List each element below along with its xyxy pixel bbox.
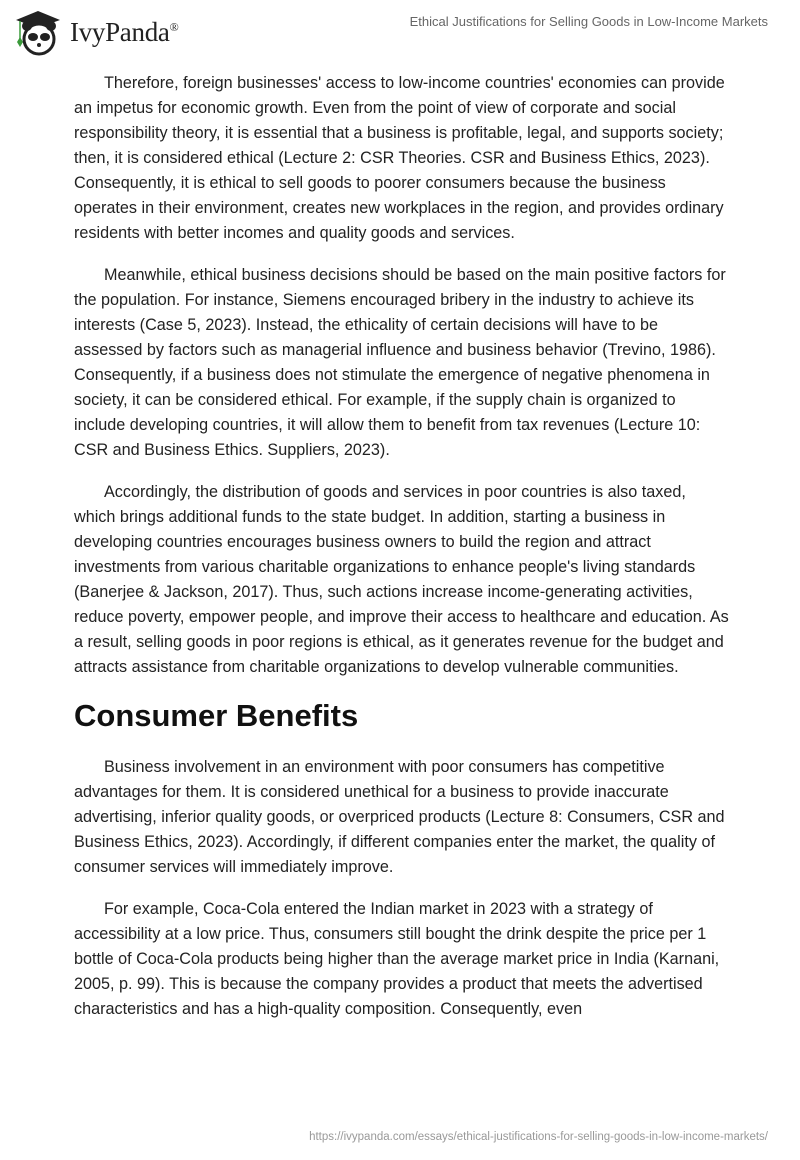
panda-graduate-icon xyxy=(12,8,64,56)
brand-name xyxy=(70,17,178,48)
section-heading: Consumer Benefits xyxy=(74,698,359,733)
document-title: Ethical Justifications for Selling Goods in Low-Income Markets xyxy=(409,14,768,29)
registered-mark: ® xyxy=(169,19,179,34)
paragraph: Business involvement in an environment with poor consumers has competitive advantages for them. It is considered unethical for a business to provide inaccurate advertising, inferior quality goods, or overpriced products (Lecture 8: Consumers, CSR and Business Ethics, 2023). Accordingly, if different companies enter the market, the quality of consumer services will immediately improve. xyxy=(74,758,725,876)
page-header xyxy=(0,0,800,60)
brand-text: IvyPanda xyxy=(70,16,170,47)
footer-url[interactable]: https://ivypanda.com/essays/ethical-justifications-for-selling-goods-in-low-income-markets/ xyxy=(309,1131,768,1143)
paragraph: For example, Coca-Cola entered the Indian market in 2023 with a strategy of accessibility at a low price. Thus, consumers still bought the drink despite the price per 1 bottle of Coca-Cola products being higher than the average market price in India (Karnani, 2005, p. 99). This is because the company provides a product that meets the advertised characteristics and has a high-quality composition. Consequently, even xyxy=(74,900,720,1018)
paragraph: Accordingly, the distribution of goods and services in poor countries is also taxed, which brings additional funds to the state budget. In addition, starting a business in developing countries encourages business owners to build the region and attract investments from various charitable organizations to enhance people's living standards (Banerjee & Jackson, 2017). Thus, such actions increase income-generating activities, reduce poverty, empower people, and improve their access to healthcare and education. As a result, selling goods in poor regions is ethical, as it generates revenue for the budget and attracts assistance from charitable organizations to develop vulnerable communities. xyxy=(74,483,729,676)
paragraph: Meanwhile, ethical business decisions should be based on the main positive factors for the population. For instance, Siemens encouraged bribery in the industry to achieve its interests (Case 5, 2023). Instead, the ethicality of certain decisions will have to be assessed by factors such as managerial influence and business behavior (Trevino, 1986). Consequently, if a business does not stimulate the emergence of negative phenomena in society, it can be considered ethical. For example, if the supply chain is organized to include developing countries, it will allow them to benefit from tax revenues (Lecture 10: CSR and Business Ethics. Suppliers, 2023). xyxy=(74,266,726,459)
paragraph: Therefore, foreign businesses' access to low-income countries' economies can provide an impetus for economic growth. Even from the point of view of corporate and social responsibility theory, it is essential that a business is profitable, legal, and supports society; then, it is considered ethical (Lecture 2: CSR Theories. CSR and Business Ethics, 2023). Consequently, it is ethical to sell goods to poorer consumers because the business operates in their environment, creates new workplaces in the region, and provides ordinary residents with better incomes and quality goods and services. xyxy=(74,74,725,242)
ivypanda-logo[interactable] xyxy=(12,8,178,56)
essay-body xyxy=(74,71,730,1039)
